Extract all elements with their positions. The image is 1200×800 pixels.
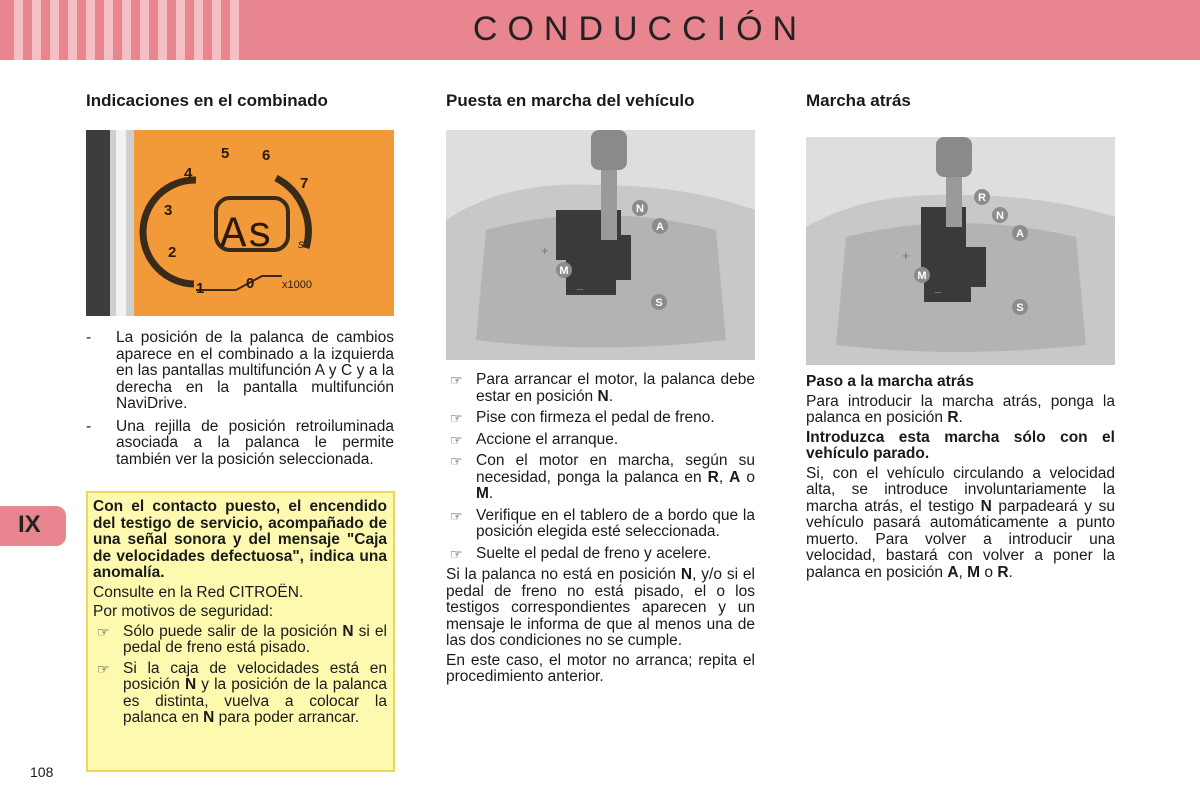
- lever-minus: −: [934, 285, 942, 300]
- gear-number-7: 7: [300, 175, 309, 192]
- lever-minus: −: [576, 282, 584, 297]
- paragraph-reverse: Para introducir la marcha atrás, ponga la palanca en posición R.: [806, 392, 1115, 426]
- pointing-hand-icon: ☞: [450, 431, 463, 448]
- pointing-hand-icon: ☞: [450, 453, 463, 469]
- chapter-tab-label: IX: [18, 511, 41, 538]
- paragraph-involuntary: Si, con el vehículo circulando a velocidad alta, se introduce involuntariamente la marcha atrás, el testigo N parpadeará y su vehículo pasará automáticamente a punto muerto. Para volver a introducir una velocidad, bastará con volver a poner la palanca en posición A, M o R.: [806, 464, 1115, 581]
- lever-label-a: A: [656, 221, 664, 233]
- gear-number-1: 1: [196, 280, 205, 297]
- gear-number-5: 5: [221, 145, 230, 162]
- gear-lever-reverse-figure: [806, 137, 1115, 365]
- list-item: ☞ Para arrancar el motor, la palanca debe estar en posición N.: [450, 371, 755, 405]
- list-item: ☞ Pise con firmeza el pedal de freno.: [450, 409, 715, 426]
- pointing-hand-icon: ☞: [450, 372, 463, 388]
- pointing-hand-icon: ☞: [97, 623, 110, 640]
- lever-label-s: S: [655, 297, 663, 309]
- warning-box: [86, 491, 395, 772]
- dash-marker: -: [86, 417, 92, 435]
- display-notes-list: [86, 330, 394, 474]
- warning-line-security: Por motivos de seguridad:: [93, 603, 274, 620]
- list-item: ☞ Sólo puede salir de la posición N si el pedal de freno está pisado.: [97, 622, 387, 656]
- chapter-tab: [0, 506, 66, 546]
- instrument-display-figure: [86, 130, 394, 316]
- gear-display-text: As: [220, 210, 273, 260]
- lever-label-a: A: [1016, 228, 1024, 240]
- lever-label-n: N: [996, 210, 1004, 222]
- gear-number-2: 2: [168, 244, 177, 261]
- header-stripes: [14, 0, 239, 60]
- gear-number-4: 4: [184, 165, 193, 182]
- page-header: [0, 0, 1200, 60]
- gear-number-6: 6: [262, 147, 271, 164]
- gear-lever-figure: [446, 130, 755, 360]
- lever-plus: +: [541, 243, 549, 258]
- paragraph-repeat: En este caso, el motor no arranca; repita el procedimiento anterior.: [446, 651, 755, 685]
- list-item: - Una rejilla de posición retroiluminada asociada a la palanca le permite también ver la posición seleccionada.: [86, 417, 394, 468]
- list-item: ☞ Accione el arranque.: [450, 430, 619, 448]
- lever-label-r: R: [978, 192, 986, 204]
- list-item: ☞ Suelte el pedal de freno y acelere.: [450, 544, 712, 562]
- startup-instructions: [446, 372, 755, 689]
- display-unit-s: s: [298, 237, 304, 251]
- subheading-reverse: Paso a la marcha atrás: [806, 373, 975, 390]
- subheading-only-stopped: Introduzca esta marcha sólo con el vehículo parado.: [806, 428, 1115, 462]
- list-item: - La posición de la palanca de cambios aparece en el combinado a la izquierda en las pantallas multifunción A y C y a la derecha en la pantalla multifunción NaviDrive.: [86, 329, 394, 412]
- pointing-hand-icon: ☞: [450, 410, 463, 426]
- lever-label-n: N: [636, 203, 644, 215]
- lever-label-m: M: [917, 270, 927, 282]
- heading-marcha-atras: Marcha atrás: [806, 91, 911, 110]
- heading-indicaciones: Indicaciones en el combinado: [86, 91, 328, 110]
- pointing-hand-icon: ☞: [450, 545, 463, 562]
- rpm-zero: 0: [246, 275, 255, 292]
- display-unit-rpm: x1000: [282, 279, 312, 291]
- list-item: ☞ Verifique en el tablero de a bordo que la posición elegida esté seleccionada.: [450, 506, 755, 540]
- dash-marker: -: [86, 329, 92, 346]
- warning-line-citroen: Consulte en la Red CITROËN.: [93, 583, 304, 601]
- page-title: CONDUCCIÓN: [472, 10, 808, 48]
- lever-label-m: M: [559, 265, 569, 277]
- paragraph-conditions: Si la palanca no está en posición N, y/o si el pedal de freno no está pisado, el o los testigos correspondientes aparecen y un mensaje le informa de que al menos una de las dos condiciones no se cumple.: [446, 566, 755, 649]
- list-item: ☞ Si la caja de velocidades está en posición N y la posición de la palanca es distinta, vuelva a colocar la palanca en N para poder arrancar.: [97, 659, 387, 726]
- reverse-instructions: [806, 374, 1115, 584]
- lever-plus: +: [902, 248, 910, 263]
- pointing-hand-icon: ☞: [97, 660, 110, 677]
- pointing-hand-icon: ☞: [450, 507, 463, 524]
- lever-label-s: S: [1016, 302, 1024, 314]
- warning-bold-text: Con el contacto puesto, el encendido del testigo de servicio, acompañado de una señal sonora y del mensaje "Caja de velocidades defectuosa", indica una anomalía.: [93, 498, 387, 581]
- list-item: ☞ Con el motor en marcha, según su necesidad, ponga la palanca en R, A o M.: [450, 452, 755, 502]
- gear-number-3: 3: [164, 202, 173, 219]
- heading-puesta-en-marcha: Puesta en marcha del vehículo: [446, 91, 695, 110]
- page-number: 108: [30, 764, 54, 780]
